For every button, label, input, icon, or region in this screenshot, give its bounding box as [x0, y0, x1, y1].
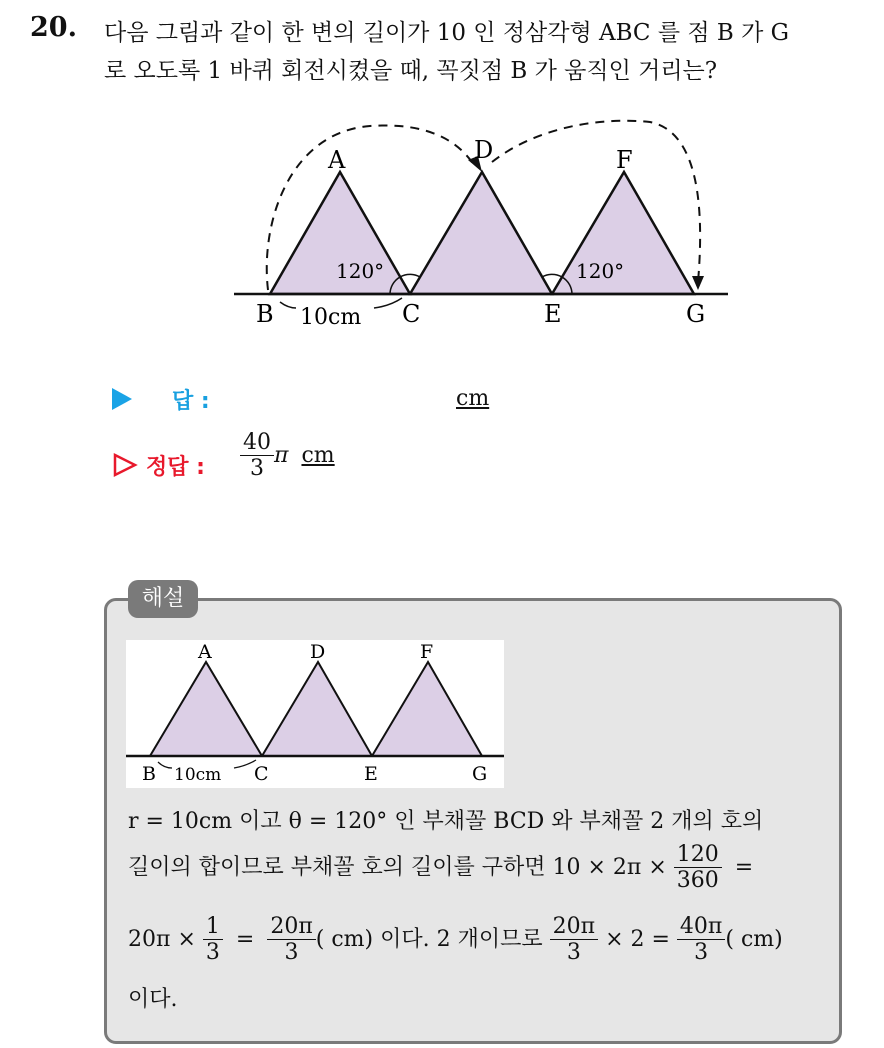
question-number: 20.	[30, 12, 77, 43]
rotation-figure	[230, 112, 730, 332]
solution-line2-text: 길이의 합이므로 부채꼴 호의 길이를 구하면 10 × 2π ×	[128, 854, 667, 880]
length-mark-right	[374, 298, 402, 308]
solution-frac-20pi-3-a	[267, 914, 315, 966]
sol-length-label: 10cm	[174, 765, 222, 785]
label-e: E	[544, 300, 562, 328]
sol-length-mark-left	[158, 762, 172, 768]
answer-label: 답 :	[172, 389, 210, 414]
arrowhead-g	[692, 276, 704, 290]
angle-label-left: 120°	[336, 259, 385, 283]
correct-label: 정답 :	[146, 455, 205, 480]
label-c: C	[402, 300, 421, 328]
label-f: F	[616, 146, 633, 174]
frac-num: 1	[203, 914, 223, 940]
answer-unit: cm	[456, 386, 490, 411]
label-a: A	[328, 146, 346, 174]
correct-fraction-num: 40	[240, 430, 274, 456]
correct-unit: cm	[301, 442, 335, 468]
solution-frac-20pi-3-b	[550, 914, 598, 966]
correct-pi: π	[274, 442, 289, 468]
frac-den: 3	[205, 940, 220, 966]
sol-triangle-efg	[372, 662, 482, 756]
sol-label-a: A	[198, 641, 212, 663]
solution-line3-a: 20π ×	[128, 926, 196, 952]
solution-line3-d: × 2 =	[605, 926, 670, 952]
solution-line2	[128, 842, 753, 894]
triangle-cde	[410, 172, 552, 294]
question-text-line2: 로 오도록 1 바퀴 회전시켰을 때, 꼭짓점 B 가 움직인 거리는?	[104, 58, 718, 84]
label-b: B	[256, 300, 274, 328]
sol-label-e: E	[364, 763, 378, 785]
frac-den: 3	[566, 940, 581, 966]
correct-fraction-den: 3	[250, 456, 264, 482]
question-text-line1: 다음 그림과 같이 한 변의 길이가 10 인 정삼각형 ABC 를 점 B 가 G	[104, 20, 790, 46]
frac-den: 360	[676, 868, 719, 894]
frac-den: 3	[694, 940, 709, 966]
angle-label-right: 120°	[576, 259, 625, 283]
frac-num: 20π	[550, 914, 598, 940]
solution-frac-120-360	[674, 842, 722, 894]
sol-triangle-abc	[150, 662, 262, 756]
label-d: D	[474, 136, 494, 164]
solution-line1: r = 10cm 이고 θ = 120° 인 부채꼴 BCD 와 부채꼴 2 개의 호의	[128, 809, 764, 834]
solution-tab: 해설	[128, 580, 198, 618]
label-g: G	[686, 300, 706, 328]
correct-fraction	[240, 430, 274, 482]
frac-den: 3	[284, 940, 299, 966]
sol-label-b: B	[142, 763, 156, 785]
sol-triangle-cde	[262, 662, 372, 756]
answer-play-icon	[112, 388, 132, 410]
solution-figure	[126, 640, 504, 788]
solution-line3	[128, 914, 783, 966]
sol-label-g: G	[472, 763, 488, 785]
correct-outline-triangle-icon	[112, 452, 138, 478]
correct-value	[240, 430, 335, 482]
frac-num: 20π	[267, 914, 315, 940]
sol-label-c: C	[254, 763, 269, 785]
solution-line3-c: ( cm) 이다. 2 개이므로	[315, 926, 543, 952]
solution-line3-b: =	[235, 926, 255, 952]
sol-label-f: F	[420, 641, 434, 663]
frac-num: 40π	[677, 914, 725, 940]
solution-line2-eq: =	[734, 854, 754, 880]
solution-line3-e: ( cm)	[725, 926, 783, 952]
sol-label-d: D	[310, 641, 326, 663]
frac-num: 120	[674, 842, 722, 868]
solution-line4: 이다.	[128, 987, 178, 1012]
solution-frac-40pi-3	[677, 914, 725, 966]
length-label: 10cm	[300, 305, 362, 330]
sol-length-mark-right	[234, 760, 256, 768]
length-mark-left	[280, 302, 296, 308]
solution-frac-1-3	[203, 914, 223, 966]
